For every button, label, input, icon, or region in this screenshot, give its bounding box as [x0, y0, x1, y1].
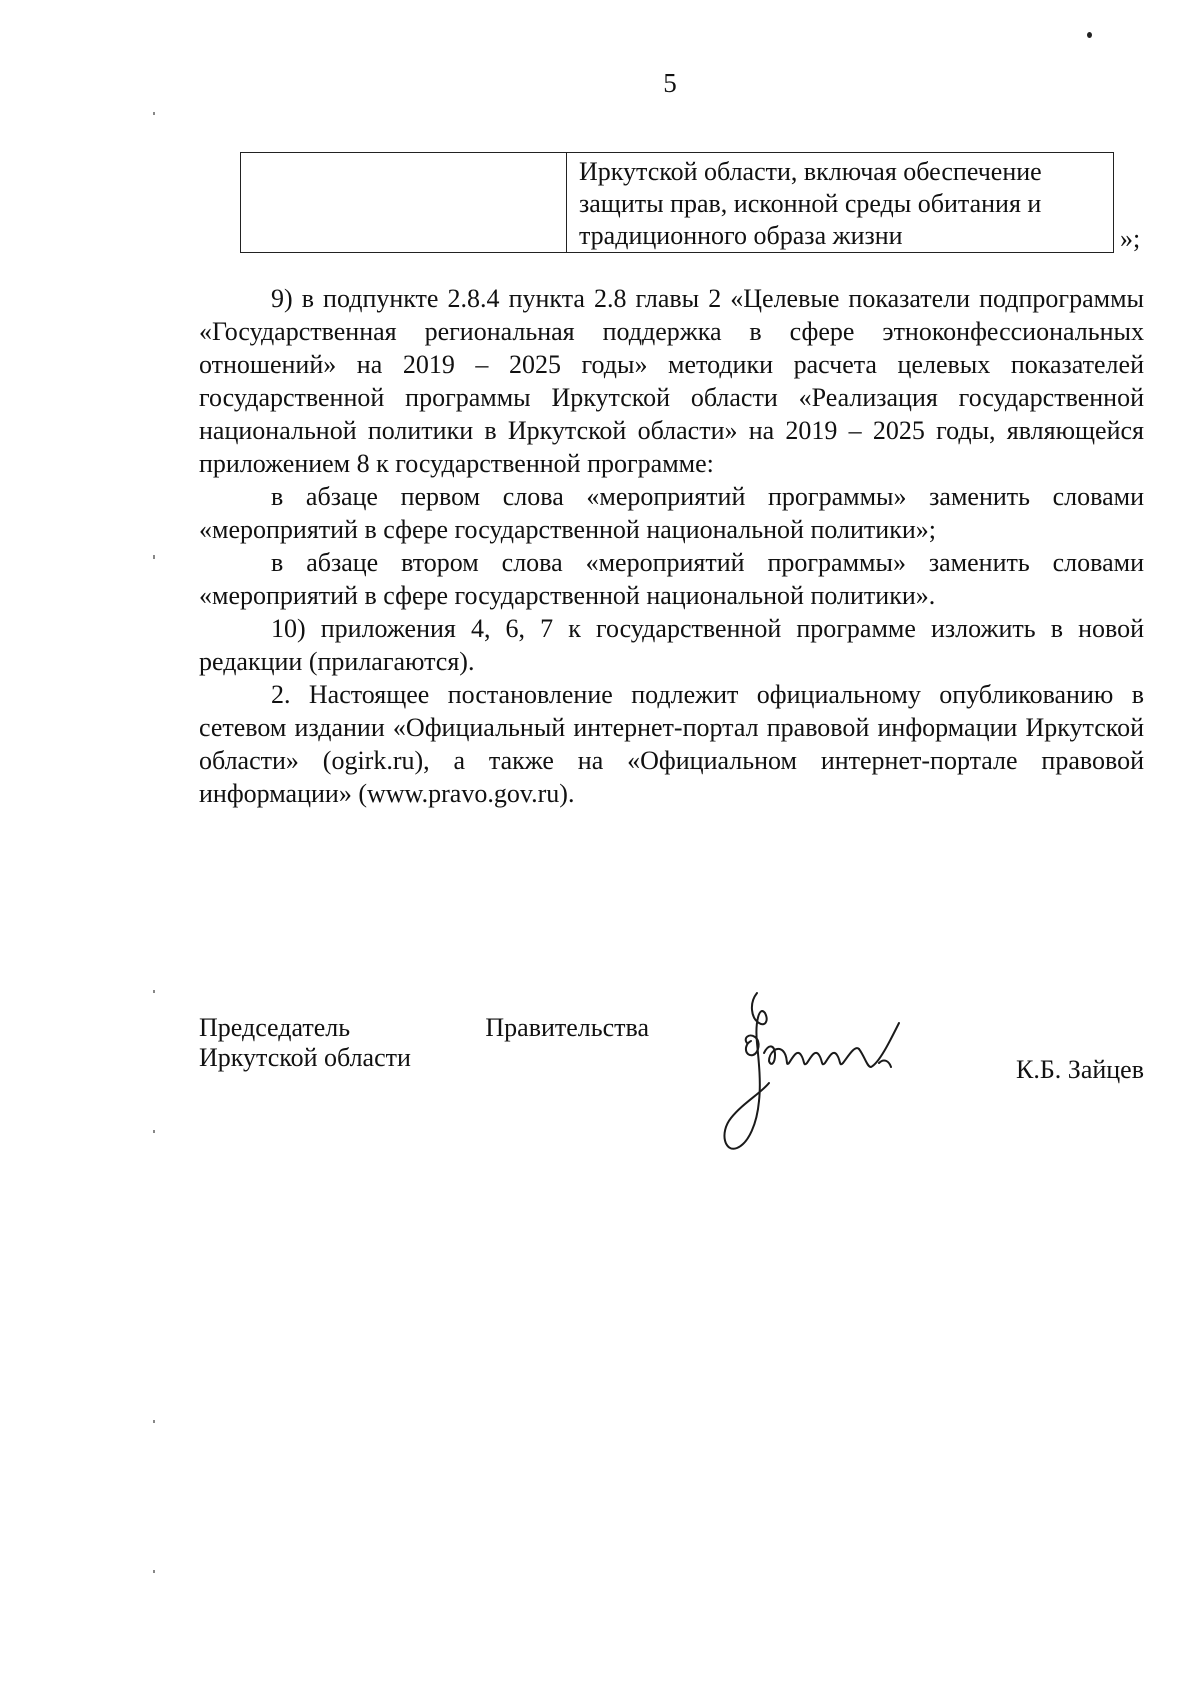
- table-line-2: защиты прав, исконной среды обитания и: [579, 189, 1042, 218]
- signature-block: [199, 1013, 1144, 1163]
- margin-mark: [153, 990, 155, 993]
- margin-mark: [153, 555, 155, 559]
- paragraph-second-abzats: в абзаце втором слова «мероприятий программы» заменить словами «мероприятий в сфере государственной национальной политики».: [199, 548, 1144, 610]
- signatory-name: К.Б. Зайцев: [1016, 1055, 1144, 1084]
- signatory-title: [199, 1013, 649, 1073]
- table-cell-text: [567, 153, 1114, 253]
- signatory-title-word-1: Председатель: [199, 1013, 351, 1042]
- closing-quote: »;: [1120, 224, 1141, 253]
- margin-mark: [153, 1420, 155, 1423]
- paragraph-item-9: 9) в подпункте 2.8.4 пункта 2.8 главы 2 «Целевые показатели подпрограммы «Государственная региональная поддержка в сфере этноконфессиональных отношений» на 2019 – 2025 годы» методики расчета целевых показателей государственной программы Иркутской области «Реализация государственной национальной политики в Иркутской области» на 2019 – 2025 годы, являющейся приложением 8 к государственной программе:: [199, 284, 1144, 478]
- document-body: [199, 282, 1144, 810]
- paragraph-item-10: 10) приложения 4, 6, 7 к государственной программе изложить в новой редакции (прилагаются).: [199, 614, 1144, 676]
- table-cell-empty: [241, 153, 567, 253]
- signatory-title-word-2: Правительства: [485, 1013, 649, 1042]
- table-line-3: традиционного образа жизни: [579, 221, 903, 250]
- table-line-1: Иркутской области, включая обеспечение: [579, 157, 1042, 186]
- signatory-title-line-2: Иркутской области: [199, 1043, 411, 1072]
- margin-mark: [153, 112, 155, 115]
- table-fragment: [240, 152, 1114, 253]
- handwritten-signature: [709, 983, 969, 1163]
- scan-dot: [1087, 32, 1092, 38]
- paragraph-first-abzats: в абзаце первом слова «мероприятий программы» заменить словами «мероприятий в сфере государственной национальной политики»;: [199, 482, 1144, 544]
- paragraph-publication: 2. Настоящее постановление подлежит официальному опубликованию в сетевом издании «Официальный интернет-портал правовой информации Иркутской области» (ogirk.ru), а также на «Официальном интернет-портале правовой информации» (www.pravo.gov.ru).: [199, 680, 1144, 808]
- margin-mark: [153, 1570, 155, 1573]
- page-number: 5: [663, 68, 677, 98]
- margin-mark: [153, 1130, 155, 1133]
